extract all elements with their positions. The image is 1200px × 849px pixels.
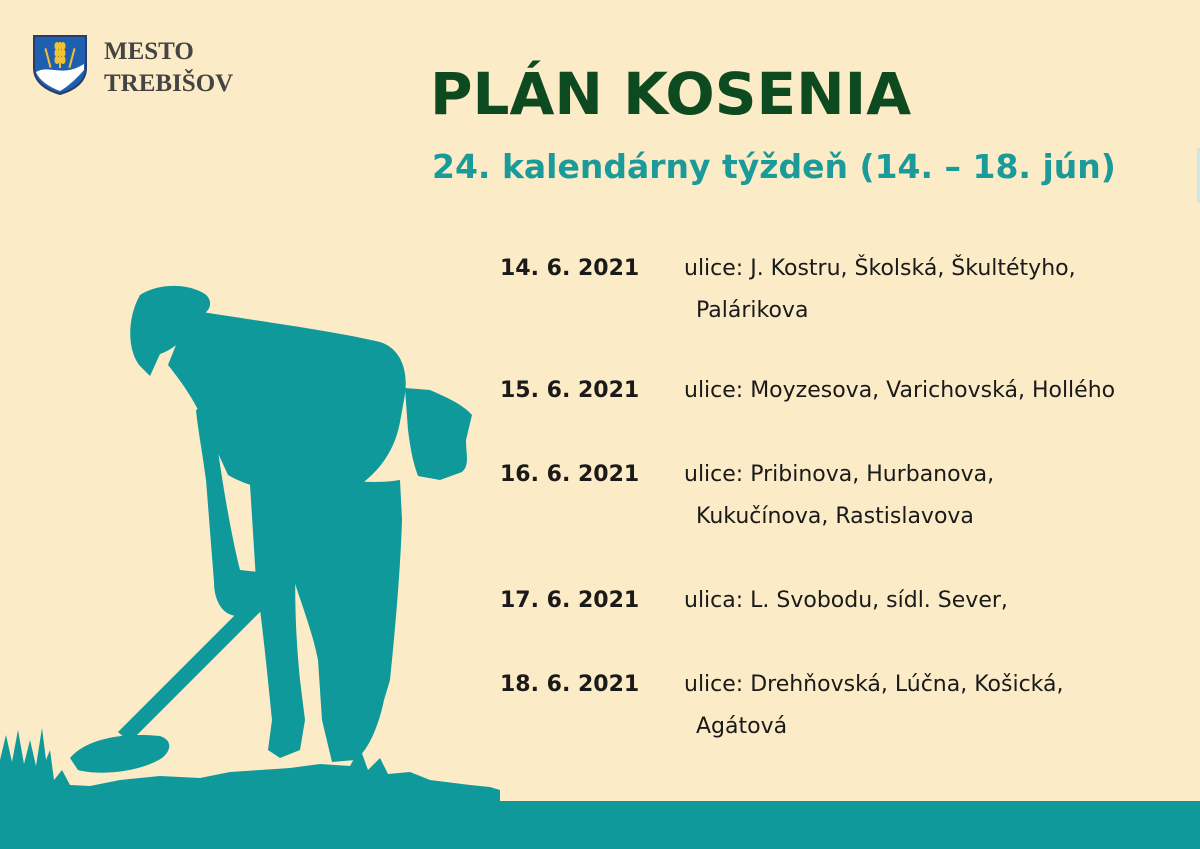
schedule-date: 16. 6. 2021 (500, 462, 640, 487)
schedule-entry (500, 580, 1008, 622)
schedule-streets-cont: Kukučínova, Rastislavova (696, 504, 974, 529)
schedule-entry (500, 248, 1076, 332)
schedule-date: 18. 6. 2021 (500, 672, 640, 697)
schedule-date: 17. 6. 2021 (500, 588, 640, 613)
schedule-entry (500, 454, 994, 538)
page-subtitle: 24. kalendárny týždeň (14. – 18. jún) (432, 147, 1116, 186)
schedule-streets: ulice: Drehňovská, Lúčna, Košická, (684, 672, 1064, 697)
schedule-streets: ulice: Moyzesova, Varichovská, Hollého (684, 378, 1116, 403)
schedule-streets: ulice: Pribinova, Hurbanova, (684, 462, 995, 487)
schedule-entry (500, 370, 1115, 412)
schedule-streets: ulica: L. Svobodu, sídl. Sever, (684, 588, 1008, 613)
org-line-2: TREBIŠOV (104, 70, 234, 97)
schedule-date: 15. 6. 2021 (500, 378, 640, 403)
organization-name (104, 36, 233, 100)
schedule-streets-cont: Agátová (696, 714, 788, 739)
schedule-entry (500, 664, 1064, 748)
schedule-streets-cont: Palárikova (696, 298, 809, 323)
ground-strip (0, 801, 1200, 849)
coat-of-arms-icon (32, 34, 88, 96)
org-line-1: MESTO (104, 38, 194, 65)
schedule-date: 14. 6. 2021 (500, 256, 640, 281)
lawn-mower-worker-silhouette (0, 280, 500, 849)
page-title: PLÁN KOSENIA (430, 60, 912, 128)
schedule-streets: ulice: J. Kostru, Školská, Škultétyho, (684, 256, 1076, 281)
